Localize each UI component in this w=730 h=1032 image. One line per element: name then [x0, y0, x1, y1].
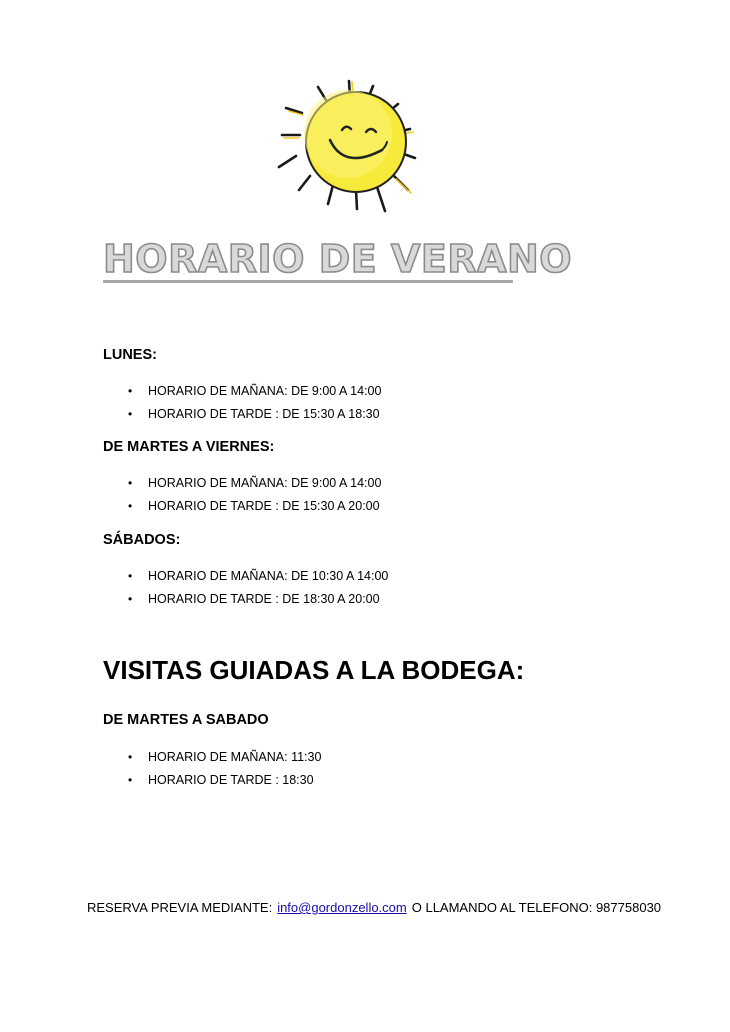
schedule-text: HORARIO DE MAÑANA: DE 10:30 A 14:00	[148, 569, 389, 583]
schedule-text: HORARIO DE TARDE : DE 15:30 A 20:00	[148, 498, 380, 513]
reservation-footer	[87, 900, 661, 915]
tours-heading: VISITAS GUIADAS A LA BODEGA:	[103, 655, 525, 685]
list-item	[128, 746, 321, 769]
section-heading-sabados: SÁBADOS:	[103, 532, 181, 548]
bullet-icon: •	[128, 569, 133, 583]
list-item	[128, 403, 381, 426]
bullet-icon: •	[128, 476, 133, 490]
section-heading-martes-viernes: DE MARTES A VIERNES:	[103, 439, 275, 455]
schedule-text: HORARIO DE TARDE : 18:30	[148, 772, 314, 787]
bullet-icon: •	[128, 406, 133, 421]
bullet-icon: •	[128, 591, 133, 606]
list-item	[128, 769, 321, 792]
title-block	[103, 236, 573, 283]
bullet-icon: •	[128, 750, 133, 764]
schedule-list-martes-viernes	[128, 472, 381, 517]
smiling-sun-icon	[270, 72, 440, 217]
schedule-text: HORARIO DE TARDE : DE 15:30 A 18:30	[148, 406, 380, 421]
footer-suffix: O LLAMANDO AL TELEFONO: 987758030	[411, 900, 662, 915]
footer-prefix: RESERVA PREVIA MEDIANTE:	[87, 900, 273, 915]
email-link[interactable]: info@gordonzello.com	[277, 900, 407, 915]
tours-subheading: DE MARTES A SABADO	[103, 712, 269, 728]
list-item	[128, 380, 381, 403]
schedule-text: HORARIO DE TARDE : DE 18:30 A 20:00	[148, 591, 380, 606]
list-item	[128, 472, 381, 495]
bullet-icon: •	[128, 772, 133, 787]
schedule-list-tours	[128, 746, 321, 791]
list-item	[128, 588, 388, 611]
list-item	[128, 565, 388, 588]
schedule-text: HORARIO DE MAÑANA: DE 9:00 A 14:00	[148, 476, 382, 490]
document-title: HORARIO DE VERANO	[103, 237, 573, 281]
schedule-list-sabados	[128, 565, 388, 610]
schedule-text: HORARIO DE MAÑANA: 11:30	[148, 750, 322, 764]
schedule-text: HORARIO DE MAÑANA: DE 9:00 A 14:00	[148, 384, 382, 398]
bullet-icon: •	[128, 498, 133, 513]
bullet-icon: •	[128, 384, 133, 398]
schedule-list-lunes	[128, 380, 381, 425]
section-heading-lunes: LUNES:	[103, 347, 157, 363]
list-item	[128, 495, 381, 518]
